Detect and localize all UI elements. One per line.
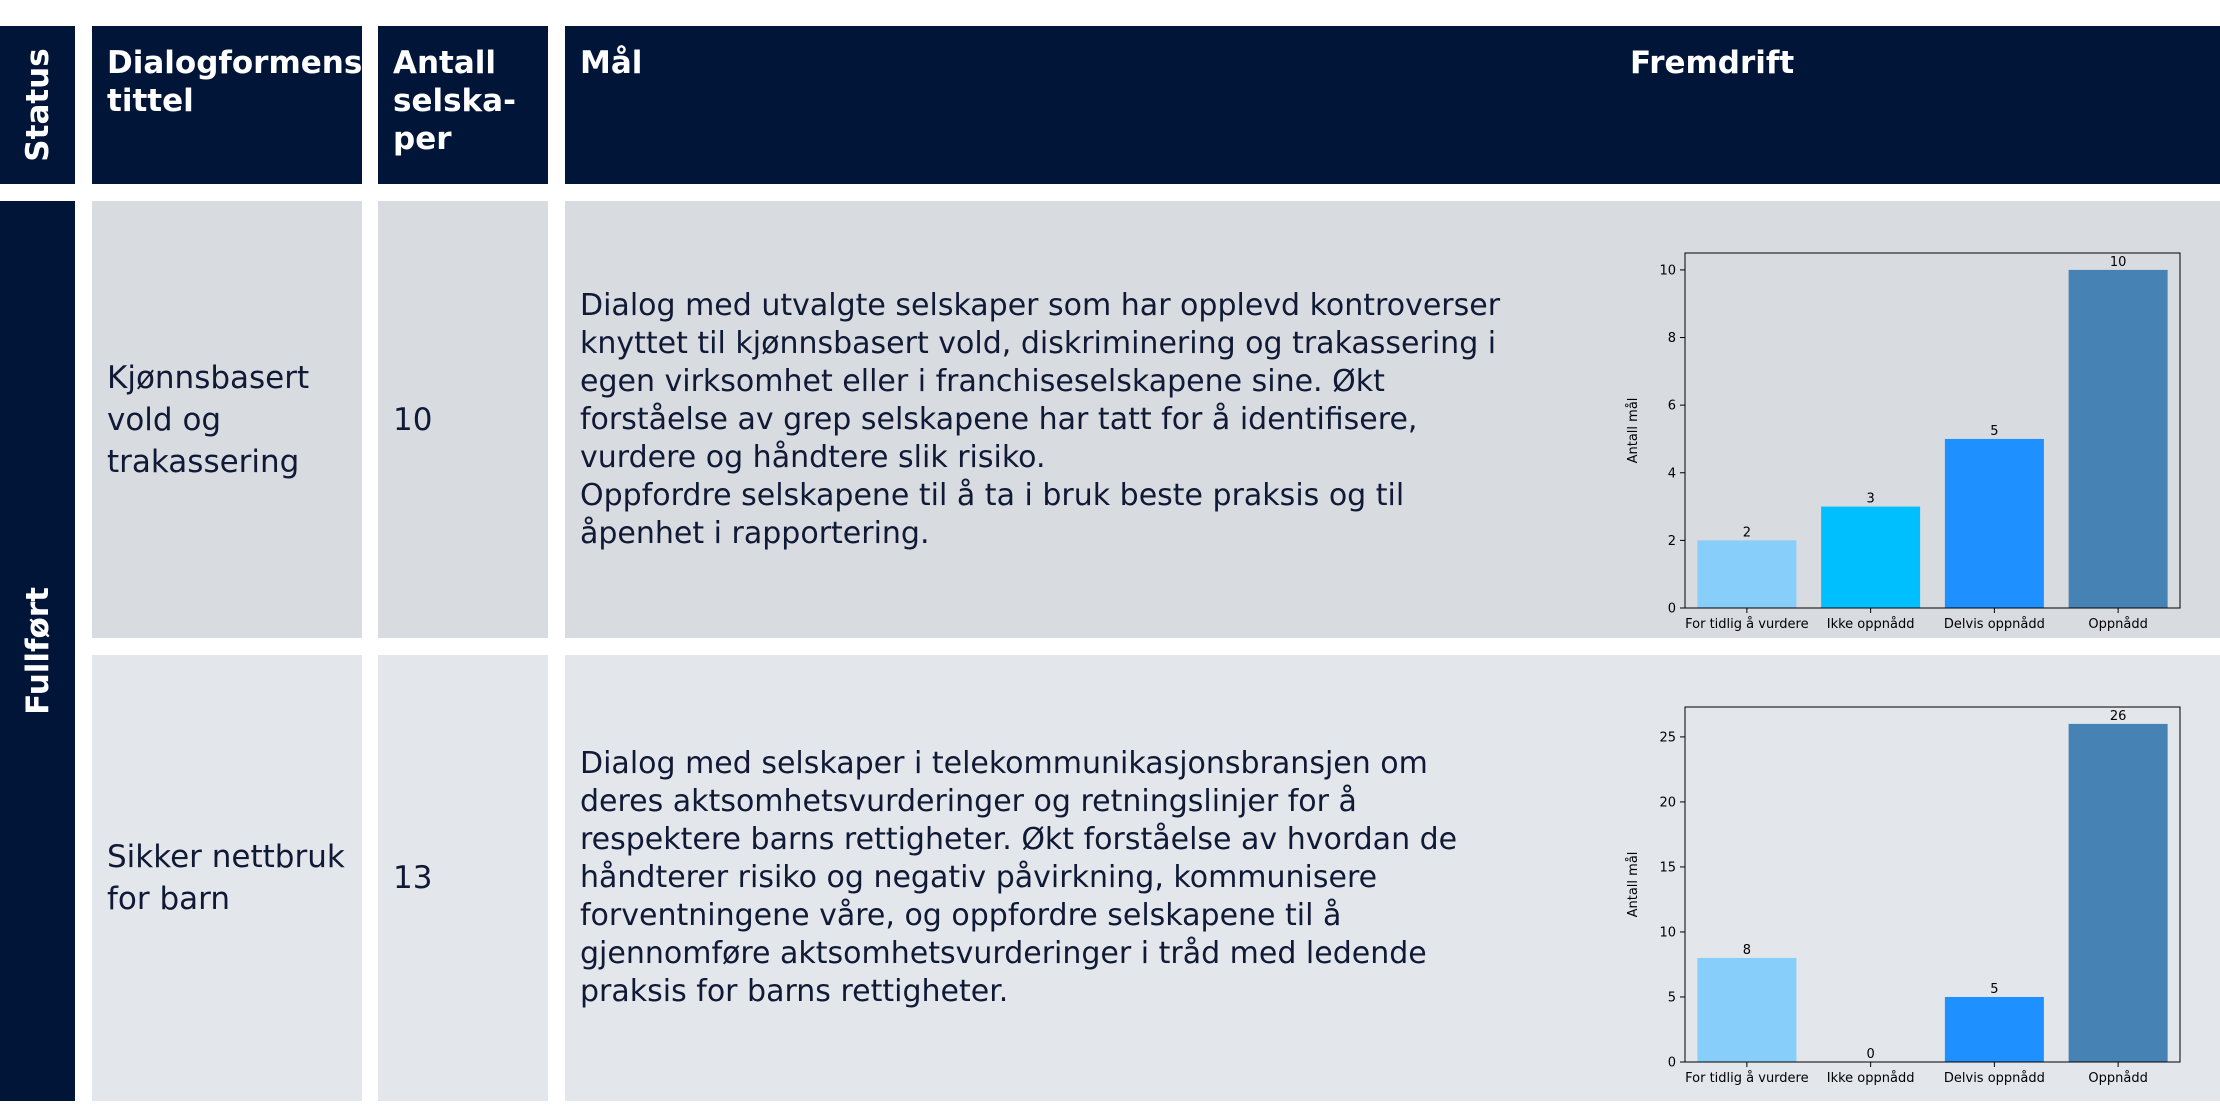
status-column-header (0, 26, 75, 184)
y-tick-label: 5 (1667, 990, 1676, 1006)
bar-value-label: 26 (2109, 708, 2127, 724)
row1-goal-paragraph-1: Dialog med utvalgte selskaper som har opplevd kontroverser knyttet til kjønnsbasert vold, diskriminering og trakassering i egen virksomhet eller i franchiseselskapene sine. Økt forståelse av grep selskapene har tatt for å identifisere, vurdere og håndtere slik risiko. (580, 287, 1501, 475)
x-tick-label: Delvis oppnådd (1943, 1071, 2045, 1085)
bar-value-label: 2 (1742, 525, 1752, 541)
x-tick-label: Ikke oppnådd (1826, 1071, 1915, 1085)
status-group-label: Fullført (19, 587, 56, 715)
row1-count: 10 (393, 401, 433, 438)
bar-4 (2069, 724, 2168, 1062)
goal-header-label: Mål (580, 45, 643, 81)
row2-title: Sikker nettbruk for barn (107, 839, 345, 917)
row2-goal-paragraph-1: Dialog med selskaper i telekommunikasjonsbransjen om deres aktsomhetsvurderinger og retningslinjer for å respektere barns rettigheter. Økt forståelse av hvordan de håndterer risiko og negativ påvirkning, kommunisere forventningene våre, og oppfordre selskapene til å gjennomføre aktsomhetsvurderinger i tråd med ledende praksis for barns rettigheter. (580, 746, 1458, 1009)
row2-count-cell (378, 655, 548, 1101)
y-tick-label: 25 (1659, 730, 1676, 746)
count-column-header (378, 26, 548, 184)
y-axis-label: Antall mål (1626, 851, 1641, 918)
bar-4 (2069, 270, 2168, 608)
status-group-cell (0, 201, 75, 1101)
x-tick-label: Oppnådd (2088, 1071, 2148, 1085)
bar-1 (1697, 958, 1796, 1062)
bar-2 (1821, 507, 1920, 608)
row2-goal-cell (565, 655, 2220, 1101)
bar-value-label: 10 (2109, 254, 2127, 270)
x-tick-label: For tidlig å vurdere (1685, 617, 1809, 631)
bar-3 (1945, 997, 2044, 1062)
row2-title-cell (92, 655, 362, 1101)
goal-column-header (565, 26, 2220, 184)
y-tick-label: 10 (1659, 263, 1676, 279)
bar-value-label: 0 (1866, 1047, 1875, 1062)
bar-value-label: 5 (1990, 981, 1999, 997)
row1-title-cell (92, 201, 362, 638)
y-tick-label: 10 (1659, 925, 1676, 941)
bar-3 (1945, 439, 2044, 608)
title-header-label: Dialogformens tittel (107, 45, 363, 119)
count-header-label: Antall selska-per (393, 45, 516, 157)
bar-value-label: 8 (1742, 942, 1752, 958)
y-tick-label: 15 (1659, 860, 1676, 876)
status-header-label: Status (19, 48, 56, 162)
x-tick-label: Delvis oppnådd (1943, 617, 2045, 631)
row1-goal-paragraph-2: Oppfordre selskapene til å ta i bruk beste praksis og til åpenhet i rapportering. (580, 477, 1405, 551)
x-tick-label: For tidlig å vurdere (1685, 1071, 1809, 1085)
y-tick-label: 8 (1667, 331, 1676, 347)
row1-title: Kjønnsbasert vold og trakassering (107, 359, 310, 480)
y-tick-label: 20 (1659, 795, 1676, 811)
y-tick-label: 2 (1667, 533, 1676, 549)
title-column-header (92, 26, 362, 184)
row1-goal (580, 287, 1520, 553)
bar-value-label: 3 (1866, 491, 1875, 507)
y-axis-label: Antall mål (1626, 397, 1641, 464)
row1-progress-chart (1555, 221, 2195, 631)
row1-count-cell (378, 201, 548, 638)
y-tick-label: 0 (1667, 601, 1676, 617)
y-tick-label: 6 (1667, 398, 1676, 414)
y-tick-label: 4 (1667, 466, 1676, 482)
progress-header-label: Fremdrift (1630, 45, 1795, 81)
row2-goal (580, 745, 1480, 1011)
row2-progress-chart (1555, 675, 2195, 1085)
row2-count: 13 (393, 860, 433, 896)
bar-1 (1697, 540, 1796, 608)
x-tick-label: Ikke oppnådd (1826, 617, 1915, 631)
y-tick-label: 0 (1667, 1055, 1676, 1071)
x-tick-label: Oppnådd (2088, 617, 2148, 631)
bar-value-label: 5 (1990, 423, 1999, 439)
row1-goal-cell (565, 201, 2220, 638)
